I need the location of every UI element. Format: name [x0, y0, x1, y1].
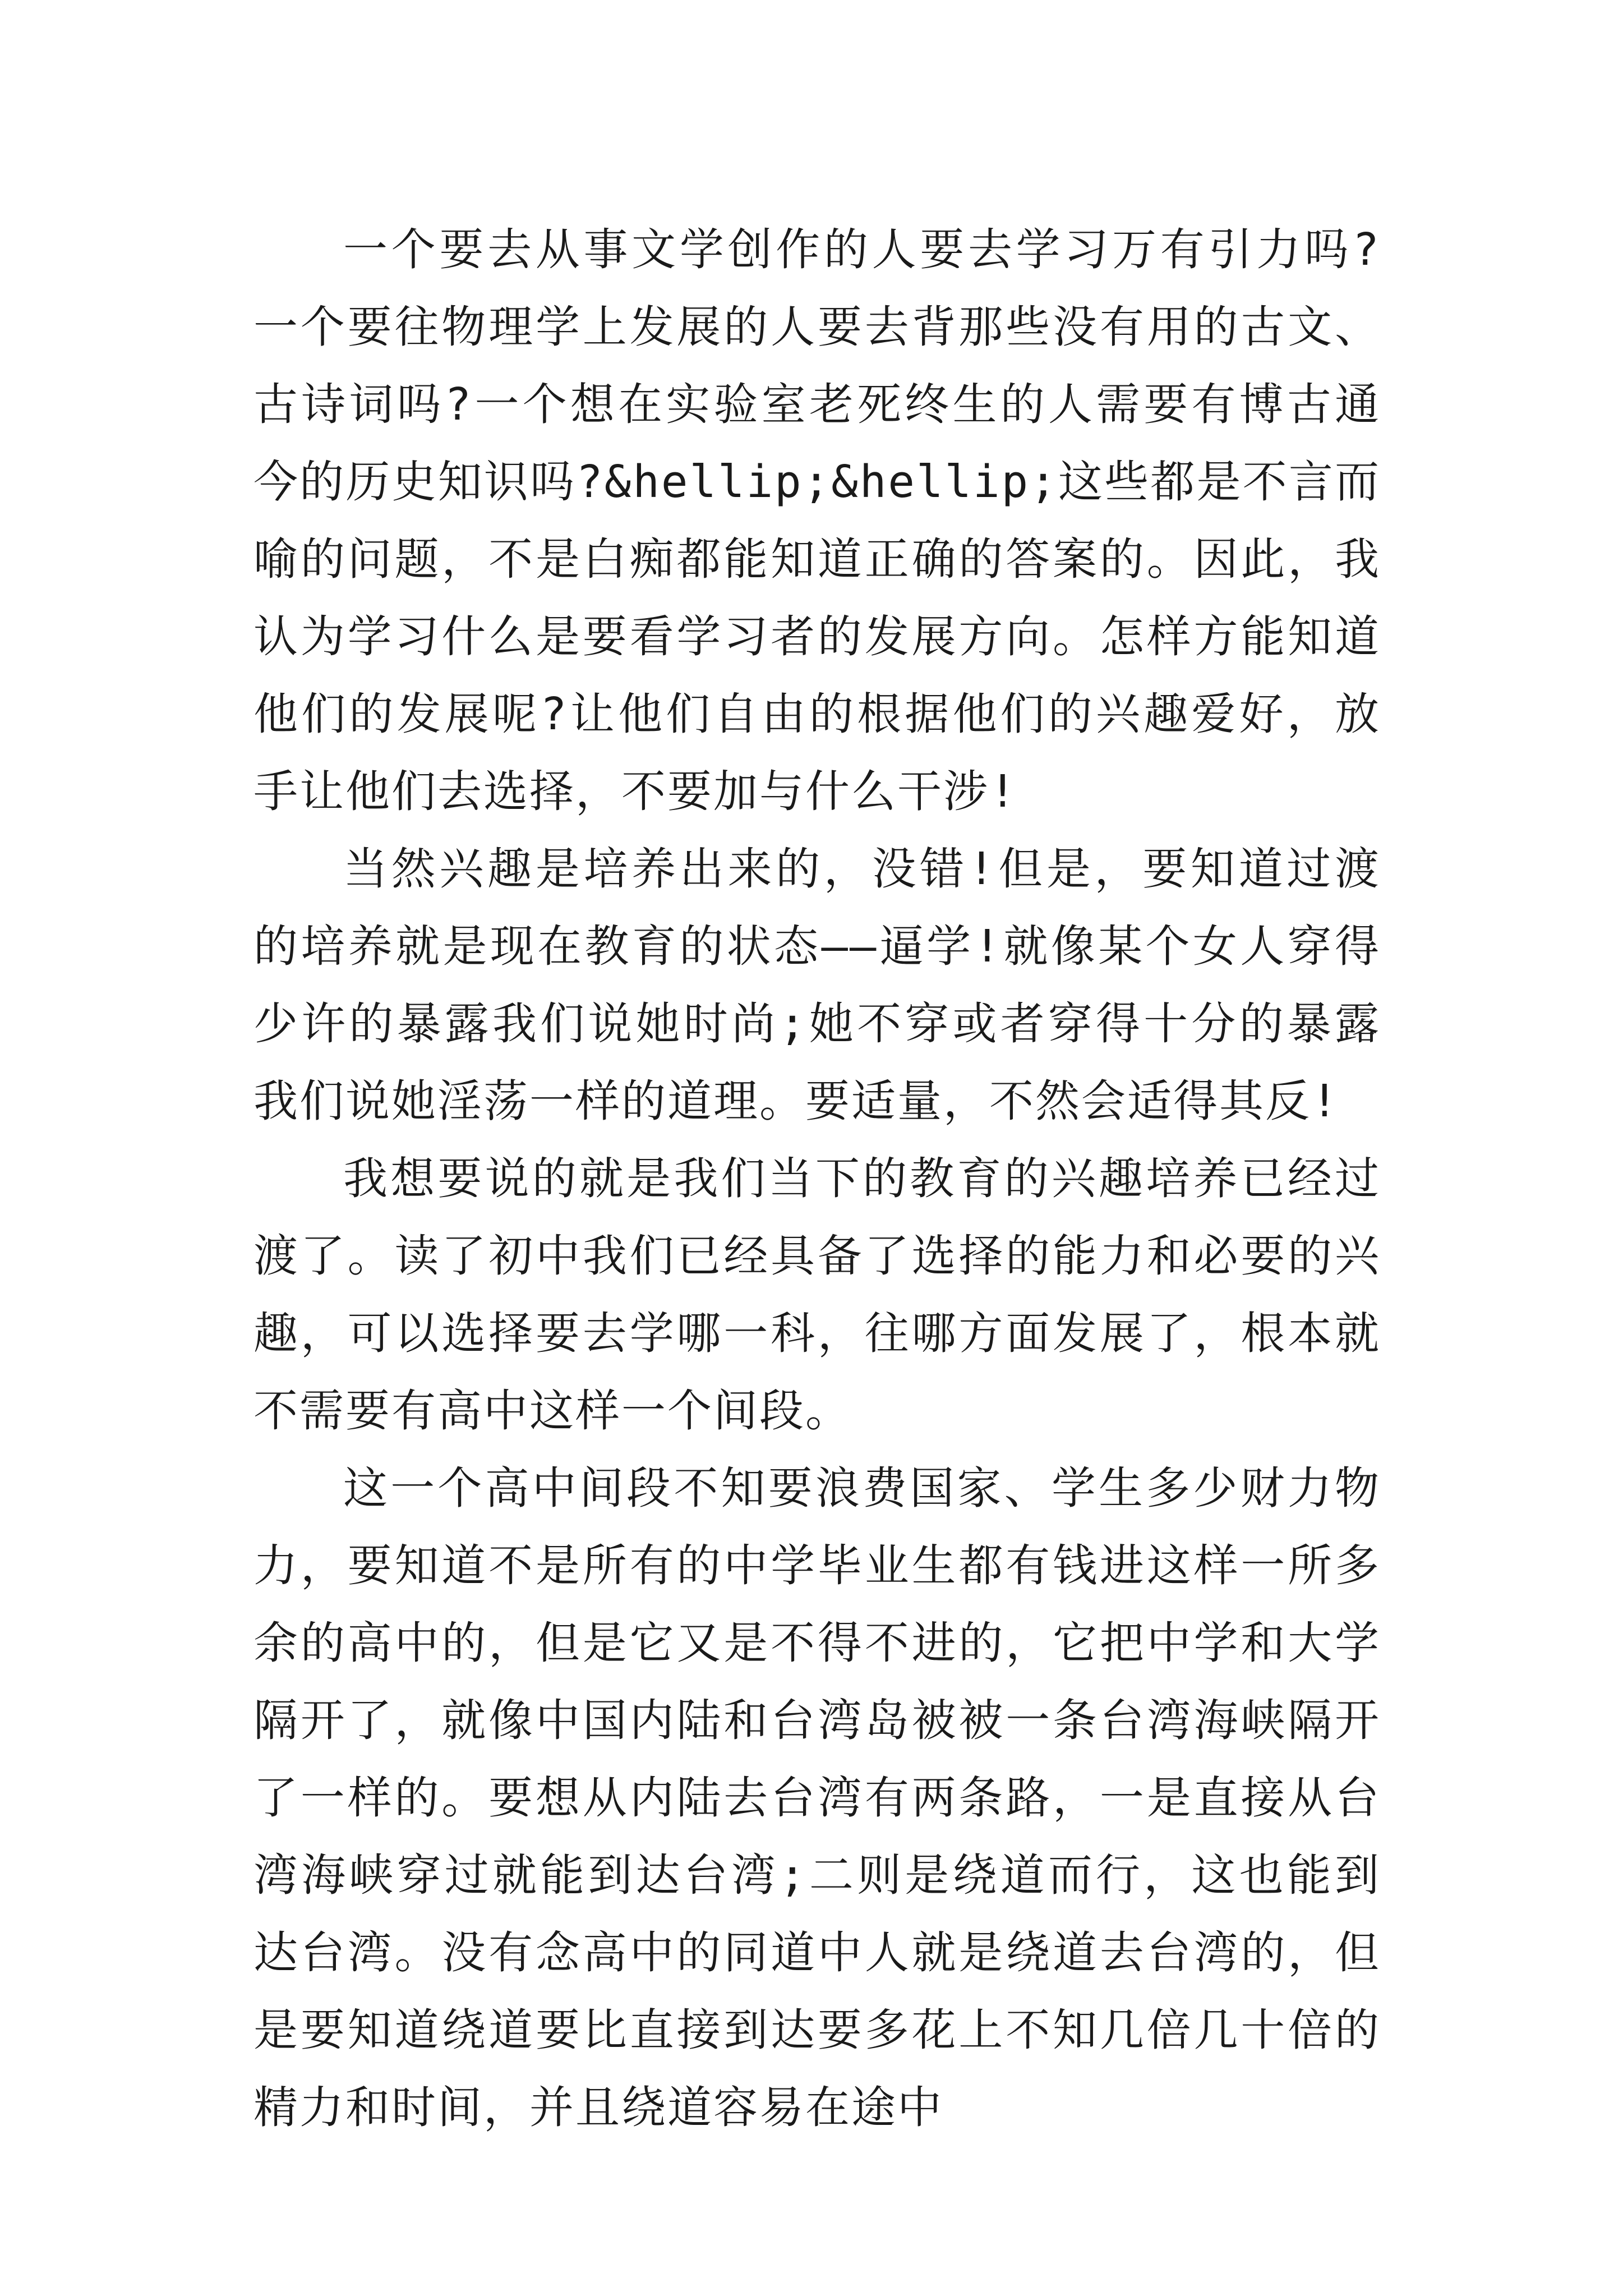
paragraph-4: 这一个高中间段不知要浪费国家、学生多少财力物力，要知道不是所有的中学毕业生都有钱进这样一所多余的高中的，但是它又是不得不进的，它把中学和大学隔开了，就像中国内陆和台湾岛被被一条台湾海峡隔开了一样的。要想从内陆去台湾有两条路，一是直接从台湾海峡穿过就能到达台湾;二则是绕道而行，这也能到达台湾。没有念高中的同道中人就是绕道去台湾的，但是要知道绕道要比直接到达要多花上不知几倍几十倍的精力和时间，并且绕道容易在途中: [253, 1462, 1381, 2133]
paragraph-1: 一个要去从事文学创作的人要去学习万有引力吗?一个要往物理学上发展的人要去背那些没有用的古文、古诗词吗?一个想在实验室老死终生的人需要有博古通今的历史知识吗?&hellip;&hellip;这些都是不言而喻的问题，不是白痴都能知道正确的答案的。因此，我认为学习什么是要看学习者的发展方向。怎样方能知道他们的发展呢?让他们自由的根据他们的兴趣爱好，放手让他们去选择，不要加与什么干涉!: [253, 224, 1381, 817]
paragraph-3: 我想要说的就是我们当下的教育的兴趣培养已经过渡了。读了初中我们已经具备了选择的能力和必要的兴趣，可以选择要去学哪一科，往哪方面发展了，根本就不需要有高中这样一个间段。: [253, 1153, 1381, 1437]
paragraph-2: 当然兴趣是培养出来的，没错!但是，要知道过渡的培养就是现在教育的状态——逼学!就像某个女人穿得少许的暴露我们说她时尚;她不穿或者穿得十分的暴露我们说她淫荡一样的道理。要适量，不然会适得其反!: [253, 843, 1381, 1127]
document-body: [253, 211, 1381, 2146]
